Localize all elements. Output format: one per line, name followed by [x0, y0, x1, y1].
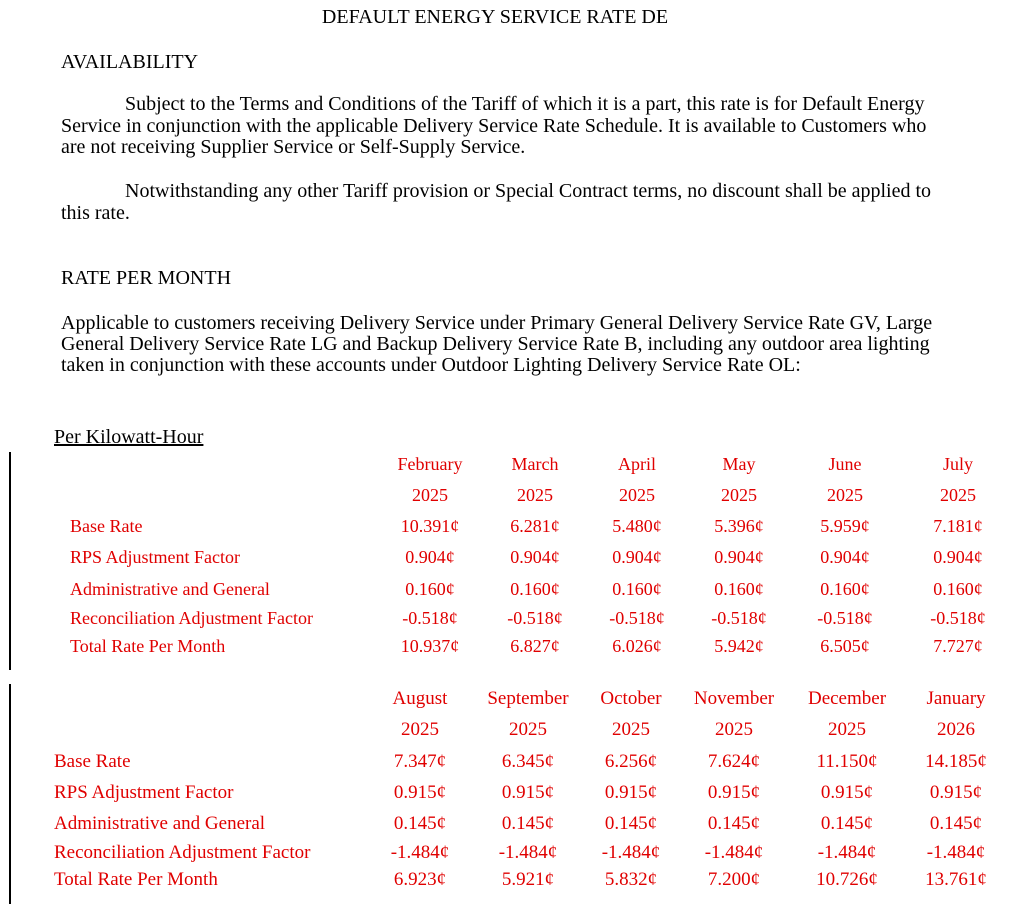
rate-cell: 5.959¢: [820, 516, 870, 536]
rate-cell: 0.160¢: [510, 579, 560, 599]
availability-p1-text: Subject to the Terms and Conditions of the Tariff of which it is a part, this rate is for Default Energy Service in conjunction with the applicable Delivery Service Rate Schedule. It is available to Customers who are not receiving Supplier Service or Self-Supply Service.: [61, 93, 927, 158]
rate-cell: 0.145¢: [707, 813, 761, 834]
rate-cell: 0.915¢: [501, 782, 555, 803]
column-year: 2025: [412, 485, 448, 505]
rate-cell: 0.915¢: [707, 782, 761, 803]
rate-cell: 7.347¢: [393, 751, 447, 772]
rate-cell: 5.480¢: [612, 516, 662, 536]
rate-cell: -1.484¢: [390, 842, 450, 863]
row-label: Base Rate: [54, 751, 131, 772]
rate-cell: 6.505¢: [820, 636, 870, 656]
rate-cell: 13.761¢: [925, 869, 987, 890]
column-year: 2025: [517, 485, 553, 505]
row-label: Reconciliation Adjustment Factor: [54, 842, 311, 863]
column-month: April: [618, 454, 656, 474]
rate-cell: 0.145¢: [820, 813, 874, 834]
rate-cell: -0.518¢: [711, 608, 767, 628]
rate-cell: 7.624¢: [707, 751, 761, 772]
row-label: Reconciliation Adjustment Factor: [70, 608, 313, 628]
rate-cell: -0.518¢: [402, 608, 458, 628]
per-kwh-label: Per Kilowatt-Hour: [54, 426, 204, 448]
column-month: August: [392, 688, 448, 709]
rate-cell: 0.904¢: [820, 547, 870, 567]
rate-cell: 0.915¢: [820, 782, 874, 803]
column-month: July: [942, 454, 973, 474]
rate-cell: 0.160¢: [820, 579, 870, 599]
rate-cell: -1.484¢: [817, 842, 877, 863]
column-year: 2025: [619, 485, 655, 505]
column-month: December: [807, 688, 887, 709]
column-month: June: [828, 454, 862, 474]
page-title: DEFAULT ENERGY SERVICE RATE DE: [321, 6, 669, 28]
rate-cell: 6.026¢: [612, 636, 662, 656]
column-year: 2025: [401, 719, 439, 740]
column-year: 2025: [827, 485, 863, 505]
rate-cell: 0.904¢: [612, 547, 662, 567]
revision-bar-old: [9, 452, 11, 670]
rate-cell: 6.281¢: [510, 516, 560, 536]
column-month: January: [926, 688, 986, 709]
rate-paragraph: Applicable to customers receiving Delivery Service under Primary General Delivery Service Rate GV, Large General Delivery Service Rate LG and Backup Delivery Service Rate B, including any outdoor area lighting taken in conjunction with these accounts under Outdoor Lighting Delivery Service Rate OL:: [61, 312, 933, 376]
rate-cell: 0.904¢: [714, 547, 764, 567]
rate-cell: 11.150¢: [816, 751, 878, 772]
column-month: November: [693, 688, 775, 709]
rate-cell: 7.181¢: [933, 516, 983, 536]
rate-cell: 10.937¢: [400, 636, 460, 656]
rate-cell: 10.726¢: [816, 869, 878, 890]
row-label: Total Rate Per Month: [70, 636, 226, 656]
rate-cell: 0.160¢: [405, 579, 455, 599]
rate-cell: 0.145¢: [604, 813, 658, 834]
rate-cell: 0.915¢: [604, 782, 658, 803]
rate-heading: RATE PER MONTH: [61, 267, 232, 289]
column-year: 2025: [509, 719, 547, 740]
rate-cell: 10.391¢: [400, 516, 460, 536]
column-month: March: [511, 454, 559, 474]
rate-cell: 0.915¢: [929, 782, 983, 803]
rate-cell: 6.827¢: [510, 636, 560, 656]
rate-cell: 0.145¢: [501, 813, 555, 834]
rate-cell: -0.518¢: [930, 608, 986, 628]
rate-cell: 5.942¢: [714, 636, 764, 656]
rate-cell: 0.904¢: [510, 547, 560, 567]
rate-cell: 5.396¢: [714, 516, 764, 536]
rate-cell: -1.484¢: [601, 842, 661, 863]
rate-cell: 0.160¢: [714, 579, 764, 599]
rate-cell: 0.904¢: [933, 547, 983, 567]
availability-paragraph-2: [61, 181, 941, 224]
column-month: September: [487, 688, 569, 709]
rate-cell: -0.518¢: [817, 608, 873, 628]
rate-cell: 0.915¢: [393, 782, 447, 803]
column-year: 2025: [612, 719, 650, 740]
column-month: May: [722, 454, 756, 474]
rate-cell: 6.345¢: [501, 751, 555, 772]
column-year: 2025: [721, 485, 757, 505]
revision-bar-new: [9, 684, 11, 904]
rate-cell: -0.518¢: [609, 608, 665, 628]
column-year: 2025: [940, 485, 976, 505]
rate-cell: 0.145¢: [929, 813, 983, 834]
column-year: 2026: [937, 719, 975, 740]
rate-cell: 5.921¢: [501, 869, 555, 890]
rate-cell: -0.518¢: [507, 608, 563, 628]
availability-paragraph-1: [61, 94, 941, 159]
rate-cell: -1.484¢: [704, 842, 764, 863]
rate-cell: 14.185¢: [925, 751, 987, 772]
column-month: February: [397, 454, 463, 474]
rate-cell: 0.160¢: [612, 579, 662, 599]
availability-p2-text: Notwithstanding any other Tariff provision or Special Contract terms, no discount shall be applied to this rate.: [61, 180, 932, 224]
rate-cell: 5.832¢: [604, 869, 658, 890]
column-year: 2025: [715, 719, 753, 740]
rate-cell: 7.727¢: [933, 636, 983, 656]
row-label: Administrative and General: [54, 813, 266, 834]
rate-cell: 0.145¢: [393, 813, 447, 834]
row-label: Administrative and General: [70, 579, 270, 599]
rate-cell: 6.256¢: [604, 751, 658, 772]
rate-cell: -1.484¢: [926, 842, 986, 863]
rate-cell: -1.484¢: [498, 842, 558, 863]
rate-cell: 0.904¢: [405, 547, 455, 567]
row-label: Total Rate Per Month: [54, 869, 218, 890]
rate-cell: 6.923¢: [393, 869, 447, 890]
column-year: 2025: [828, 719, 866, 740]
rate-cell: 7.200¢: [707, 869, 761, 890]
column-month: October: [600, 688, 662, 709]
row-label: RPS Adjustment Factor: [54, 782, 234, 803]
row-label: Base Rate: [70, 516, 143, 536]
rate-cell: 0.160¢: [933, 579, 983, 599]
availability-heading: AVAILABILITY: [61, 51, 199, 73]
row-label: RPS Adjustment Factor: [70, 547, 241, 567]
